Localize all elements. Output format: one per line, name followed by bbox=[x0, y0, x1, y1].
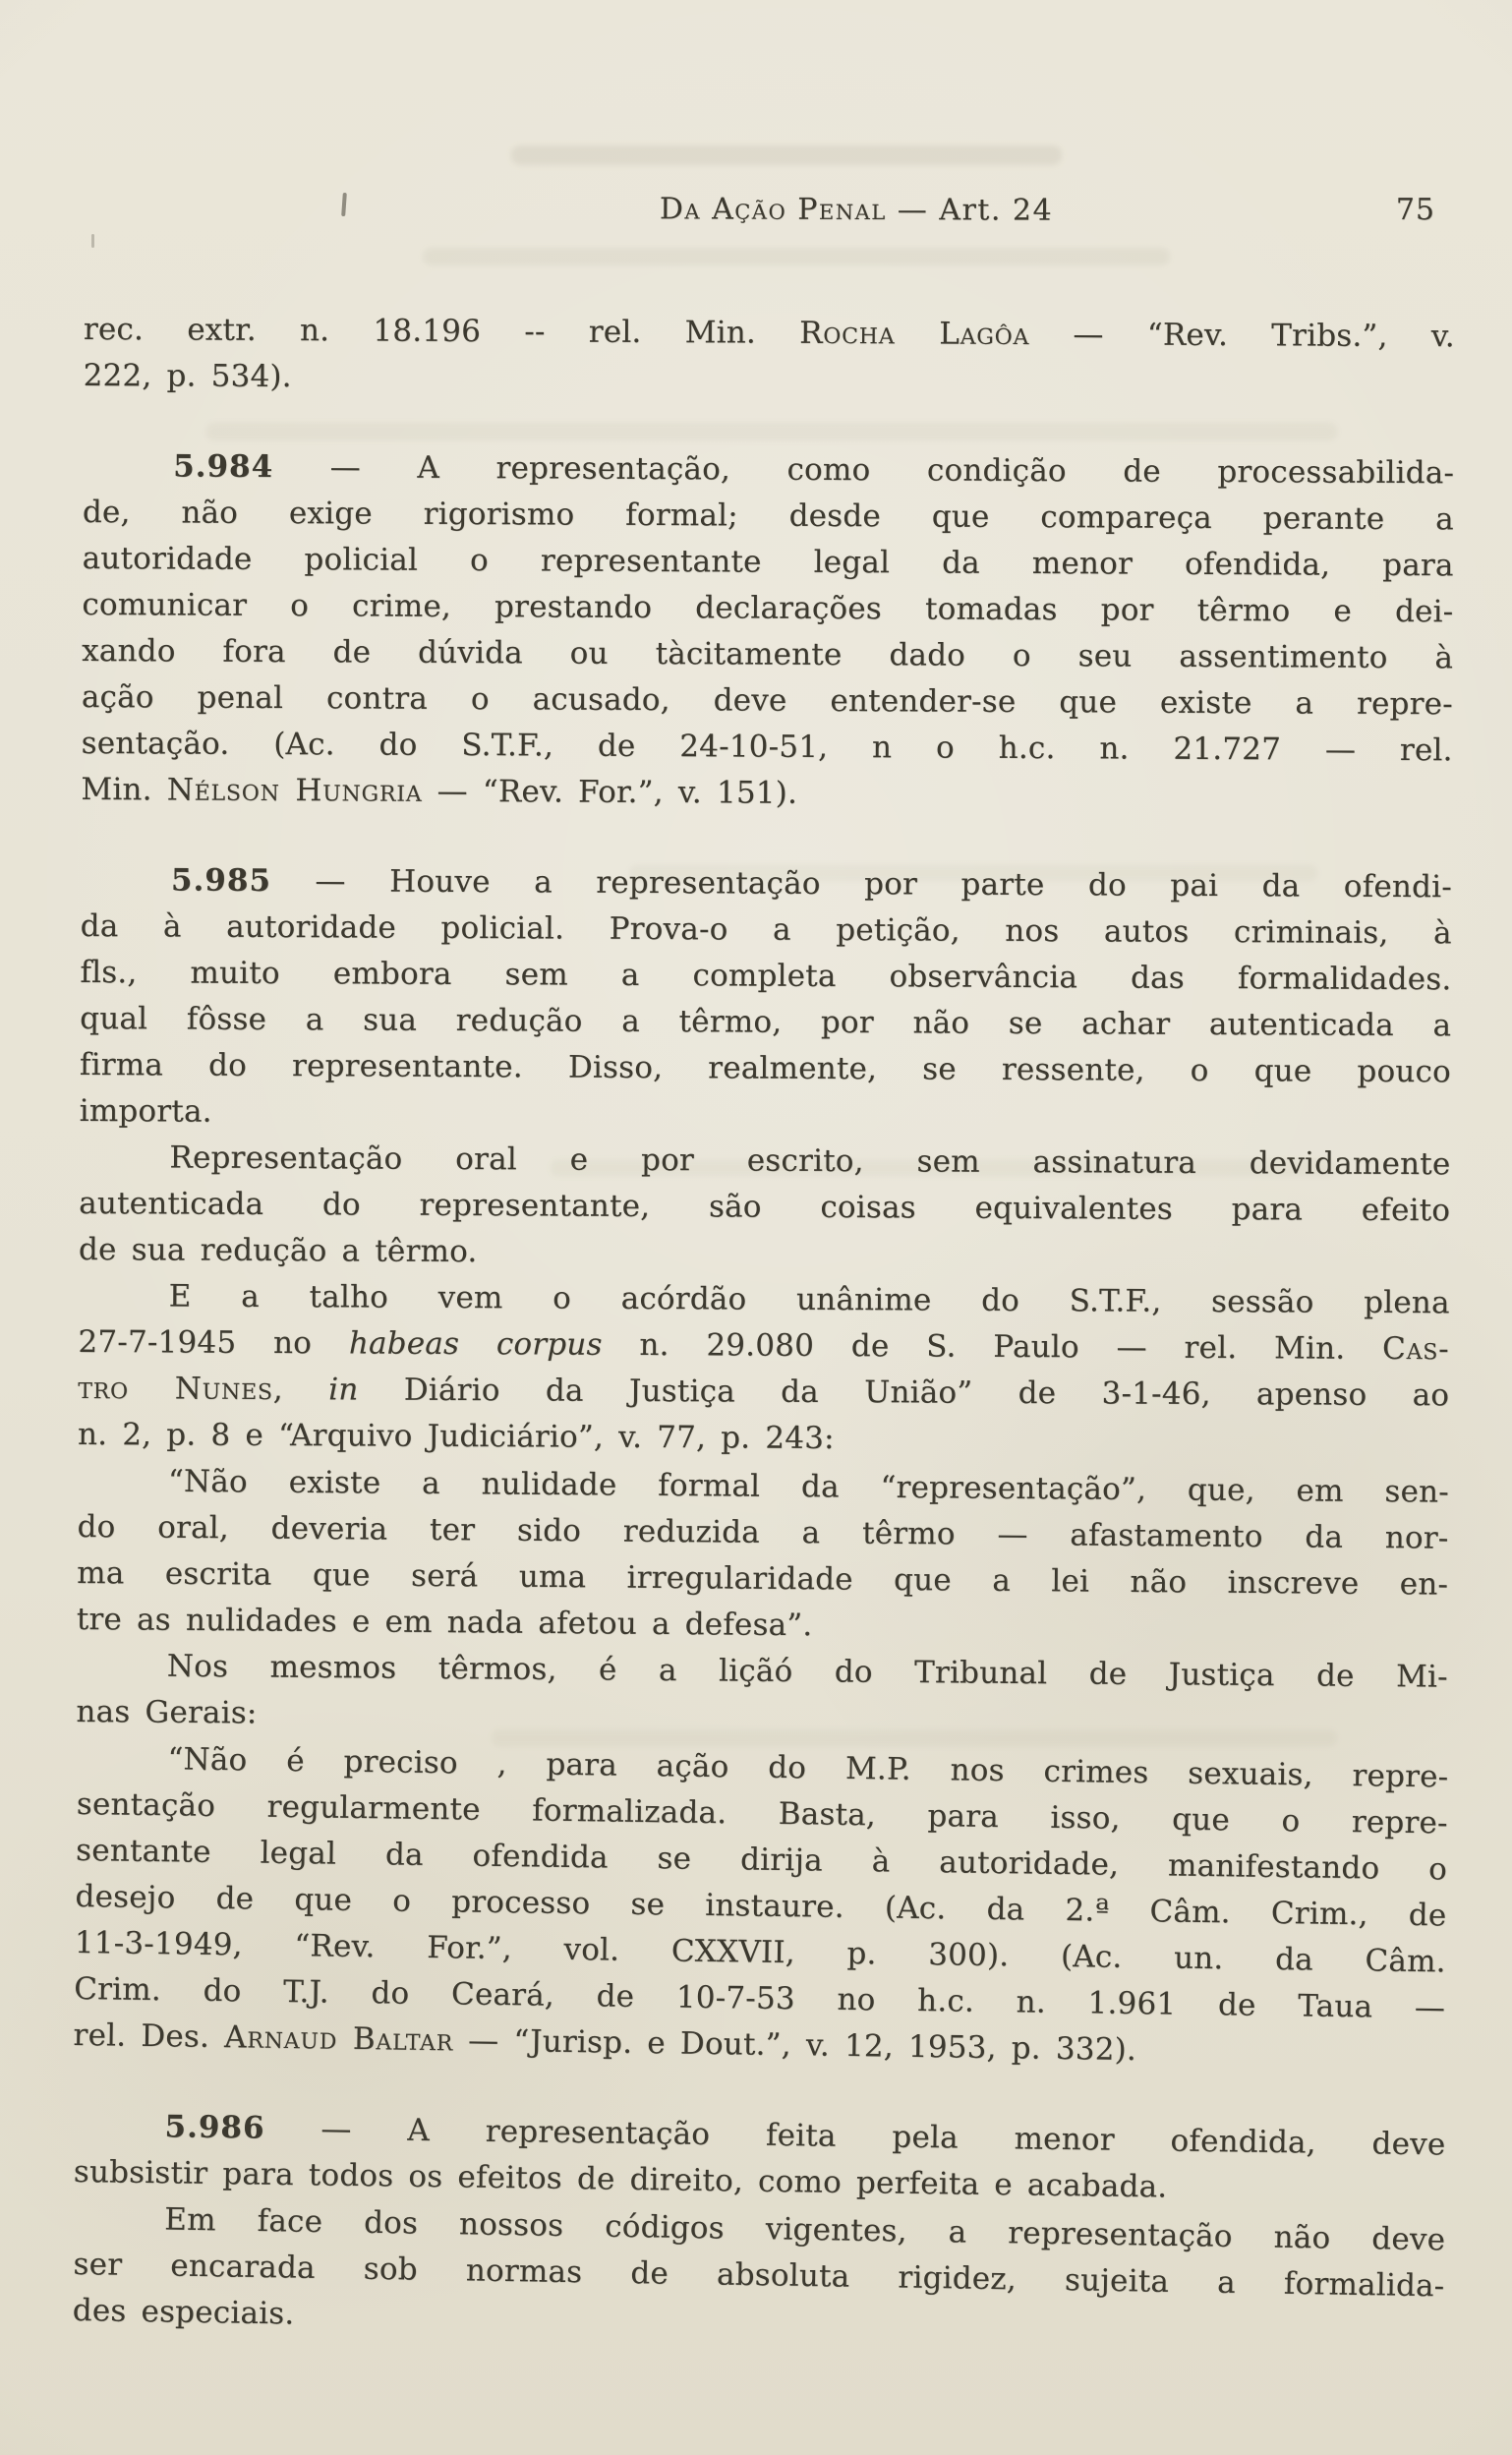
text-line bbox=[82, 582, 1453, 635]
text-segment: desejo de que o processo se instaure. (Ac. da 2.ª Câm. Crim., de bbox=[75, 1878, 1447, 1934]
text-line bbox=[81, 767, 1452, 820]
text-line bbox=[82, 628, 1453, 681]
person-name: Rocha Lagôa bbox=[799, 315, 1030, 353]
text-line bbox=[79, 1181, 1450, 1234]
paragraph bbox=[77, 1458, 1450, 1655]
showthrough-artifact bbox=[511, 146, 1062, 165]
text-line bbox=[84, 353, 1455, 406]
text-segment: in bbox=[328, 1372, 359, 1408]
text-segment: 27-7-1945 no bbox=[78, 1323, 349, 1362]
section-number: 5.984 bbox=[173, 448, 274, 486]
text-segment: — Houve a representação por parte do pai da ofendi- bbox=[270, 863, 1453, 906]
text-segment: habeas corpus bbox=[348, 1325, 603, 1363]
text-segment: 222, p. 534). bbox=[83, 357, 292, 395]
text-segment: Nos mesmos têrmos, é a liçãó do Tribunal de Justiça de Mi- bbox=[166, 1648, 1448, 1695]
running-title-article: — Art. 24 bbox=[886, 193, 1053, 228]
person-name: Cas- bbox=[1382, 1330, 1450, 1368]
section-number: 5.986 bbox=[164, 2109, 265, 2146]
text-segment: qual fôsse a sua redução a têrmo, por não se achar autenticada a bbox=[80, 1000, 1452, 1044]
text-line bbox=[84, 307, 1455, 360]
text-segment: — “Rev. For.”, v. 151). bbox=[422, 773, 798, 811]
text-segment: de, não exige rigorismo formal; desde que compareça perante a bbox=[82, 494, 1454, 538]
text-line bbox=[79, 1135, 1450, 1188]
text-segment: — “Rev. Tribs.”, v. bbox=[1029, 317, 1455, 355]
text-line bbox=[81, 904, 1452, 957]
text-line bbox=[82, 721, 1453, 774]
running-title-main: Da Ação Penal bbox=[659, 192, 887, 228]
paragraph bbox=[76, 1643, 1448, 1747]
text-segment: xando fora de dúvida ou tàcitamente dado o seu assentimento à bbox=[82, 632, 1454, 676]
text-segment: sentante legal da ofendida se dirija à autoridade, manifestando o bbox=[75, 1832, 1448, 1888]
text-line bbox=[78, 1412, 1449, 1465]
text-segment: n. 2, p. 8 e “Arquivo Judiciário”, v. 77, p. 243: bbox=[77, 1416, 835, 1457]
text-line bbox=[81, 857, 1452, 910]
text-segment: de sua redução a têrmo. bbox=[78, 1231, 478, 1270]
text-segment: E a talho vem o acórdão unânime do S.T.F., sessão plena bbox=[168, 1278, 1450, 1321]
text-segment: tre as nulidades e em nada afetou a defesa”. bbox=[76, 1601, 813, 1644]
text-segment: Min. bbox=[81, 771, 167, 808]
text-segment: — “Jurisp. e Dout.”, v. 12, 1953, p. 332). bbox=[452, 2022, 1137, 2069]
text-segment: autoridade policial o representante legal da menor ofendida, para bbox=[82, 540, 1454, 584]
text-segment: comunicar o crime, prestando declarações tomadas por têrmo e dei- bbox=[82, 586, 1454, 630]
page-number: 75 bbox=[1395, 193, 1435, 227]
paragraph bbox=[72, 2195, 1445, 2356]
text-line bbox=[79, 1227, 1450, 1280]
text-segment: subsistir para todos os efeitos de direito, como perfeita e acabada. bbox=[73, 2153, 1168, 2205]
text-line bbox=[80, 1042, 1451, 1095]
paragraph bbox=[81, 443, 1454, 820]
text-segment: Em face dos nossos códigos vigentes, a representação não deve bbox=[164, 2201, 1446, 2258]
text-segment: Diário da Justiça da União” de 3-1-46, apenso ao bbox=[358, 1372, 1450, 1414]
text-segment: , bbox=[272, 1372, 329, 1408]
text-segment: — A representação, como condição de processabilida- bbox=[273, 449, 1455, 492]
text-segment: rel. Des. bbox=[73, 2017, 225, 2056]
text-segment: “Não existe a nulidade formal da “representação”, que, em sen- bbox=[167, 1463, 1450, 1510]
text-segment: sentação regularmente formalizada. Basta, para isso, que o repre- bbox=[76, 1785, 1448, 1841]
text-segment: fls., muito embora sem a completa observância das formalidades. bbox=[80, 954, 1452, 998]
text-line bbox=[82, 674, 1453, 728]
showthrough-artifact bbox=[423, 248, 1170, 265]
paragraph bbox=[73, 1735, 1448, 2077]
paragraph bbox=[80, 857, 1452, 1141]
text-line bbox=[79, 1273, 1450, 1326]
text-segment: n. 29.080 de S. Paulo — rel. Min. bbox=[602, 1326, 1383, 1367]
running-title bbox=[659, 192, 1052, 227]
text-line bbox=[78, 1319, 1449, 1373]
text-segment: “Não é preciso , para ação do M.P. nos crimes sexuais, repre- bbox=[167, 1741, 1449, 1795]
text-segment: des especiais. bbox=[72, 2292, 295, 2332]
text-line bbox=[80, 996, 1451, 1049]
paragraph bbox=[78, 1273, 1450, 1465]
text-segment: importa. bbox=[79, 1092, 212, 1130]
text-segment: Representação oral e por escrito, sem assinatura devidamente bbox=[169, 1140, 1451, 1183]
text-line bbox=[83, 536, 1454, 589]
text-line bbox=[80, 950, 1451, 1003]
text-line bbox=[80, 1088, 1451, 1141]
person-name: Arnaud Baltar bbox=[223, 2019, 454, 2059]
section-number: 5.985 bbox=[170, 862, 272, 900]
person-name: Nélson Hungria bbox=[166, 772, 423, 809]
text-segment: firma do representante. Disso, realmente, se ressente, o que pouco bbox=[79, 1046, 1452, 1090]
text-segment: nas Gerais: bbox=[76, 1693, 258, 1731]
text-segment: do oral, deveria ter sido reduzida a têrmo — afastamento da nor- bbox=[77, 1508, 1449, 1556]
paragraph bbox=[79, 1135, 1451, 1280]
text-line bbox=[83, 490, 1454, 543]
text-segment: rec. extr. n. 18.196 -- rel. Min. bbox=[83, 311, 800, 351]
text-segment: Crim. do T.J. do Ceará, de 10-7-53 no h.c. n. 1.961 de Taua — bbox=[73, 1970, 1446, 2026]
text-segment: ma escrita que será uma irregularidade que a lei não inscreve en- bbox=[77, 1554, 1449, 1603]
body-text bbox=[73, 307, 1455, 2341]
running-header bbox=[84, 193, 1455, 238]
text-segment: sentação. (Ac. do S.T.F., de 24-10-51, n o h.c. n. 21.727 — rel. bbox=[81, 725, 1453, 769]
text-segment: ação penal contra o acusado, deve entender-se que existe a repre- bbox=[81, 678, 1453, 723]
text-line bbox=[83, 443, 1454, 497]
paragraph bbox=[84, 307, 1455, 406]
person-name: tro Nunes bbox=[78, 1370, 273, 1408]
text-segment: autenticada do representante, são coisas equivalentes para efeito bbox=[79, 1185, 1451, 1229]
text-segment: ser encarada sob normas de absoluta rigidez, sujeita a formalida- bbox=[73, 2246, 1445, 2305]
text-segment: — A representação feita pela menor ofendida, deve bbox=[264, 2110, 1446, 2163]
text-segment: 11-3-1949, “Rev. For.”, vol. CXXVII, p. 300). (Ac. un. da Câm. bbox=[74, 1924, 1446, 1980]
text-line bbox=[78, 1366, 1449, 1419]
text-segment: da à autoridade policial. Prova-o a petição, nos autos criminais, à bbox=[80, 907, 1452, 952]
